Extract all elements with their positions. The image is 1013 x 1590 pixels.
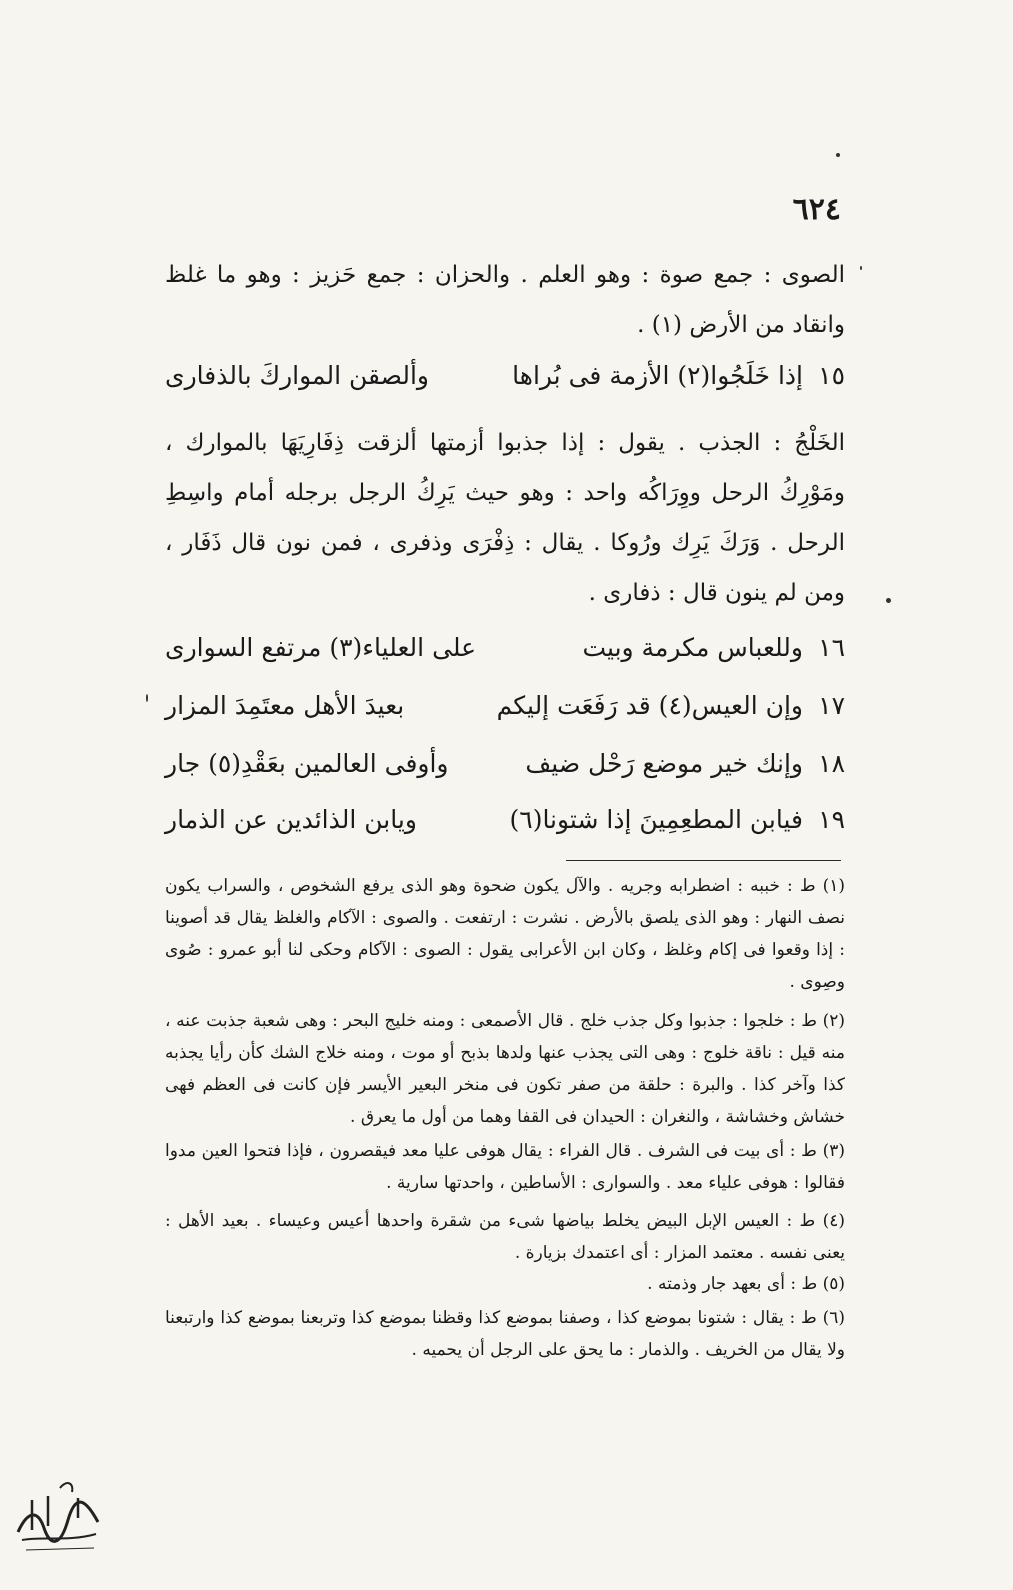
verse-number: ١٨	[818, 749, 845, 778]
verse-second-hemistich: ويابن الذائدين عن الذمار	[165, 805, 417, 834]
verse-19	[165, 796, 845, 844]
verse-second-hemistich: وأوفى العالمين بعَقْدِ(٥) جار	[165, 749, 449, 778]
library-stamp-logo	[8, 1470, 108, 1570]
commentary-paragraph-1: الصوى : جمع صوة : وهو العلم . والحزان : جمع حَزيز : وهو ما غلظ وانقاد من الأرض (١) .	[165, 262, 845, 338]
footnote-1: (١) ط : خببه : اضطرابه وجريه . والآل يكون ضحوة وهو الذى يرفع الشخوص ، والسراب يكون نصف النهار : وهو الذى يلصق بالأرض . نشرت : ارتفعت . والصوى : الآكام والغلظ يقال قد أصوينا : إذا وقعوا فى إكام وغلظ ، وكان ابن الأعرابى يقول : الصوى : الآكام وحكى لنا أبو عمرو : صُوى وصِوى .	[165, 876, 845, 992]
verse-first-hemistich: إذا خَلَجُوا(٢) الأزمة فى بُراها	[512, 361, 803, 390]
scan-speck	[886, 598, 891, 603]
footnote-6: (٦) ط : يقال : شتونا بموضع كذا ، وصفنا بموضع كذا وقظنا بموضع كذا وتربعنا بموضع كذا وارتبعنا ولا يقال من الخريف . والذمار : ما يحق على الرجل أن يحميه .	[165, 1308, 845, 1360]
verse-18	[165, 740, 845, 788]
verse-15	[165, 352, 845, 400]
scan-speck	[146, 694, 148, 702]
verse-number: ١٧	[818, 691, 845, 720]
verse-number: ١٩	[818, 805, 845, 834]
footnote-3: (٣) ط : أى بيت فى الشرف . قال الفراء : يقال هوفى عليا معد فيقصرون ، فإذا فتحوا العين مدوا فقالوا : هوفى علياء معد . والسوارى : الأساطين ، واحدتها سارية .	[165, 1141, 845, 1193]
verse-first-hemistich: وإن العيس(٤) قد رَفَعَت إليكم	[496, 691, 803, 720]
verse-16	[165, 624, 845, 672]
verse-17	[165, 682, 845, 730]
footnote-separator	[566, 860, 841, 861]
footnote-2: (٢) ط : خلجوا : جذبوا وكل جذب خلج . قال الأصمعى : ومنه خليج البحر : وهى شعبة جذبت عنه ، منه قيل : ناقة خلوج : وهى التى يجذب عنها ولدها بذبح أو موت ، ومنه خلاج الشك كأن رأيا يجذبه كذا وآخر كذا . والبرة : حلقة من صفر تكون فى منخر البعير الأيسر فإن كانت فى العظم فهى خشاش وخشاشة ، والنغران : الحيدان فى القفا وهما من أول ما يعرق .	[165, 1011, 845, 1127]
commentary-paragraph-2: الخَلْجُ : الجذب . يقول : إذا جذبوا أزمتها ألزقت ذِفَارِيَهَا بالموارك ، ومَوْرِكُ الرحل ووِرَاكُه واحد : وهو حيث يَرِكُ الرجل برجله أمام واسِطِ الرحل . وَرَكَ يَرِك ورُوكا . يقال : ذِفْرَى وذفرى ، فمن نون قال ذَفَار ، ومن لم ينون قال : ذفارى .	[165, 430, 845, 606]
verse-second-hemistich: وألصقن المواركَ بالذفارى	[165, 361, 429, 390]
verse-number: ١٦	[818, 633, 845, 662]
verse-number: ١٥	[818, 361, 845, 390]
footnote-5: (٥) ط : أى بعهد جار وذمته .	[647, 1274, 845, 1294]
scan-speck	[836, 153, 840, 157]
verse-first-hemistich: وللعباس مكرمة وبيت	[582, 633, 803, 662]
verse-second-hemistich: بعيدَ الأهل معتَمِدَ المزار	[165, 691, 405, 720]
verse-first-hemistich: فيابن المطعِمِينَ إذا شتونا(٦)	[509, 805, 803, 834]
footnote-4: (٤) ط : العيس الإبل البيض يخلط بياضها شىء من شقرة واحدها أعيس وعيساء . بعيد الأهل : يعنى نفسه . معتمد المزار : أى اعتمدك بزيارة .	[165, 1211, 845, 1263]
scan-speck	[860, 266, 862, 270]
verse-second-hemistich: على العلياء(٣) مرتفع السوارى	[165, 633, 477, 662]
page-number: ٦٢٤	[792, 192, 841, 227]
verse-first-hemistich: وإنك خير موضع رَحْل ضيف	[525, 749, 803, 778]
